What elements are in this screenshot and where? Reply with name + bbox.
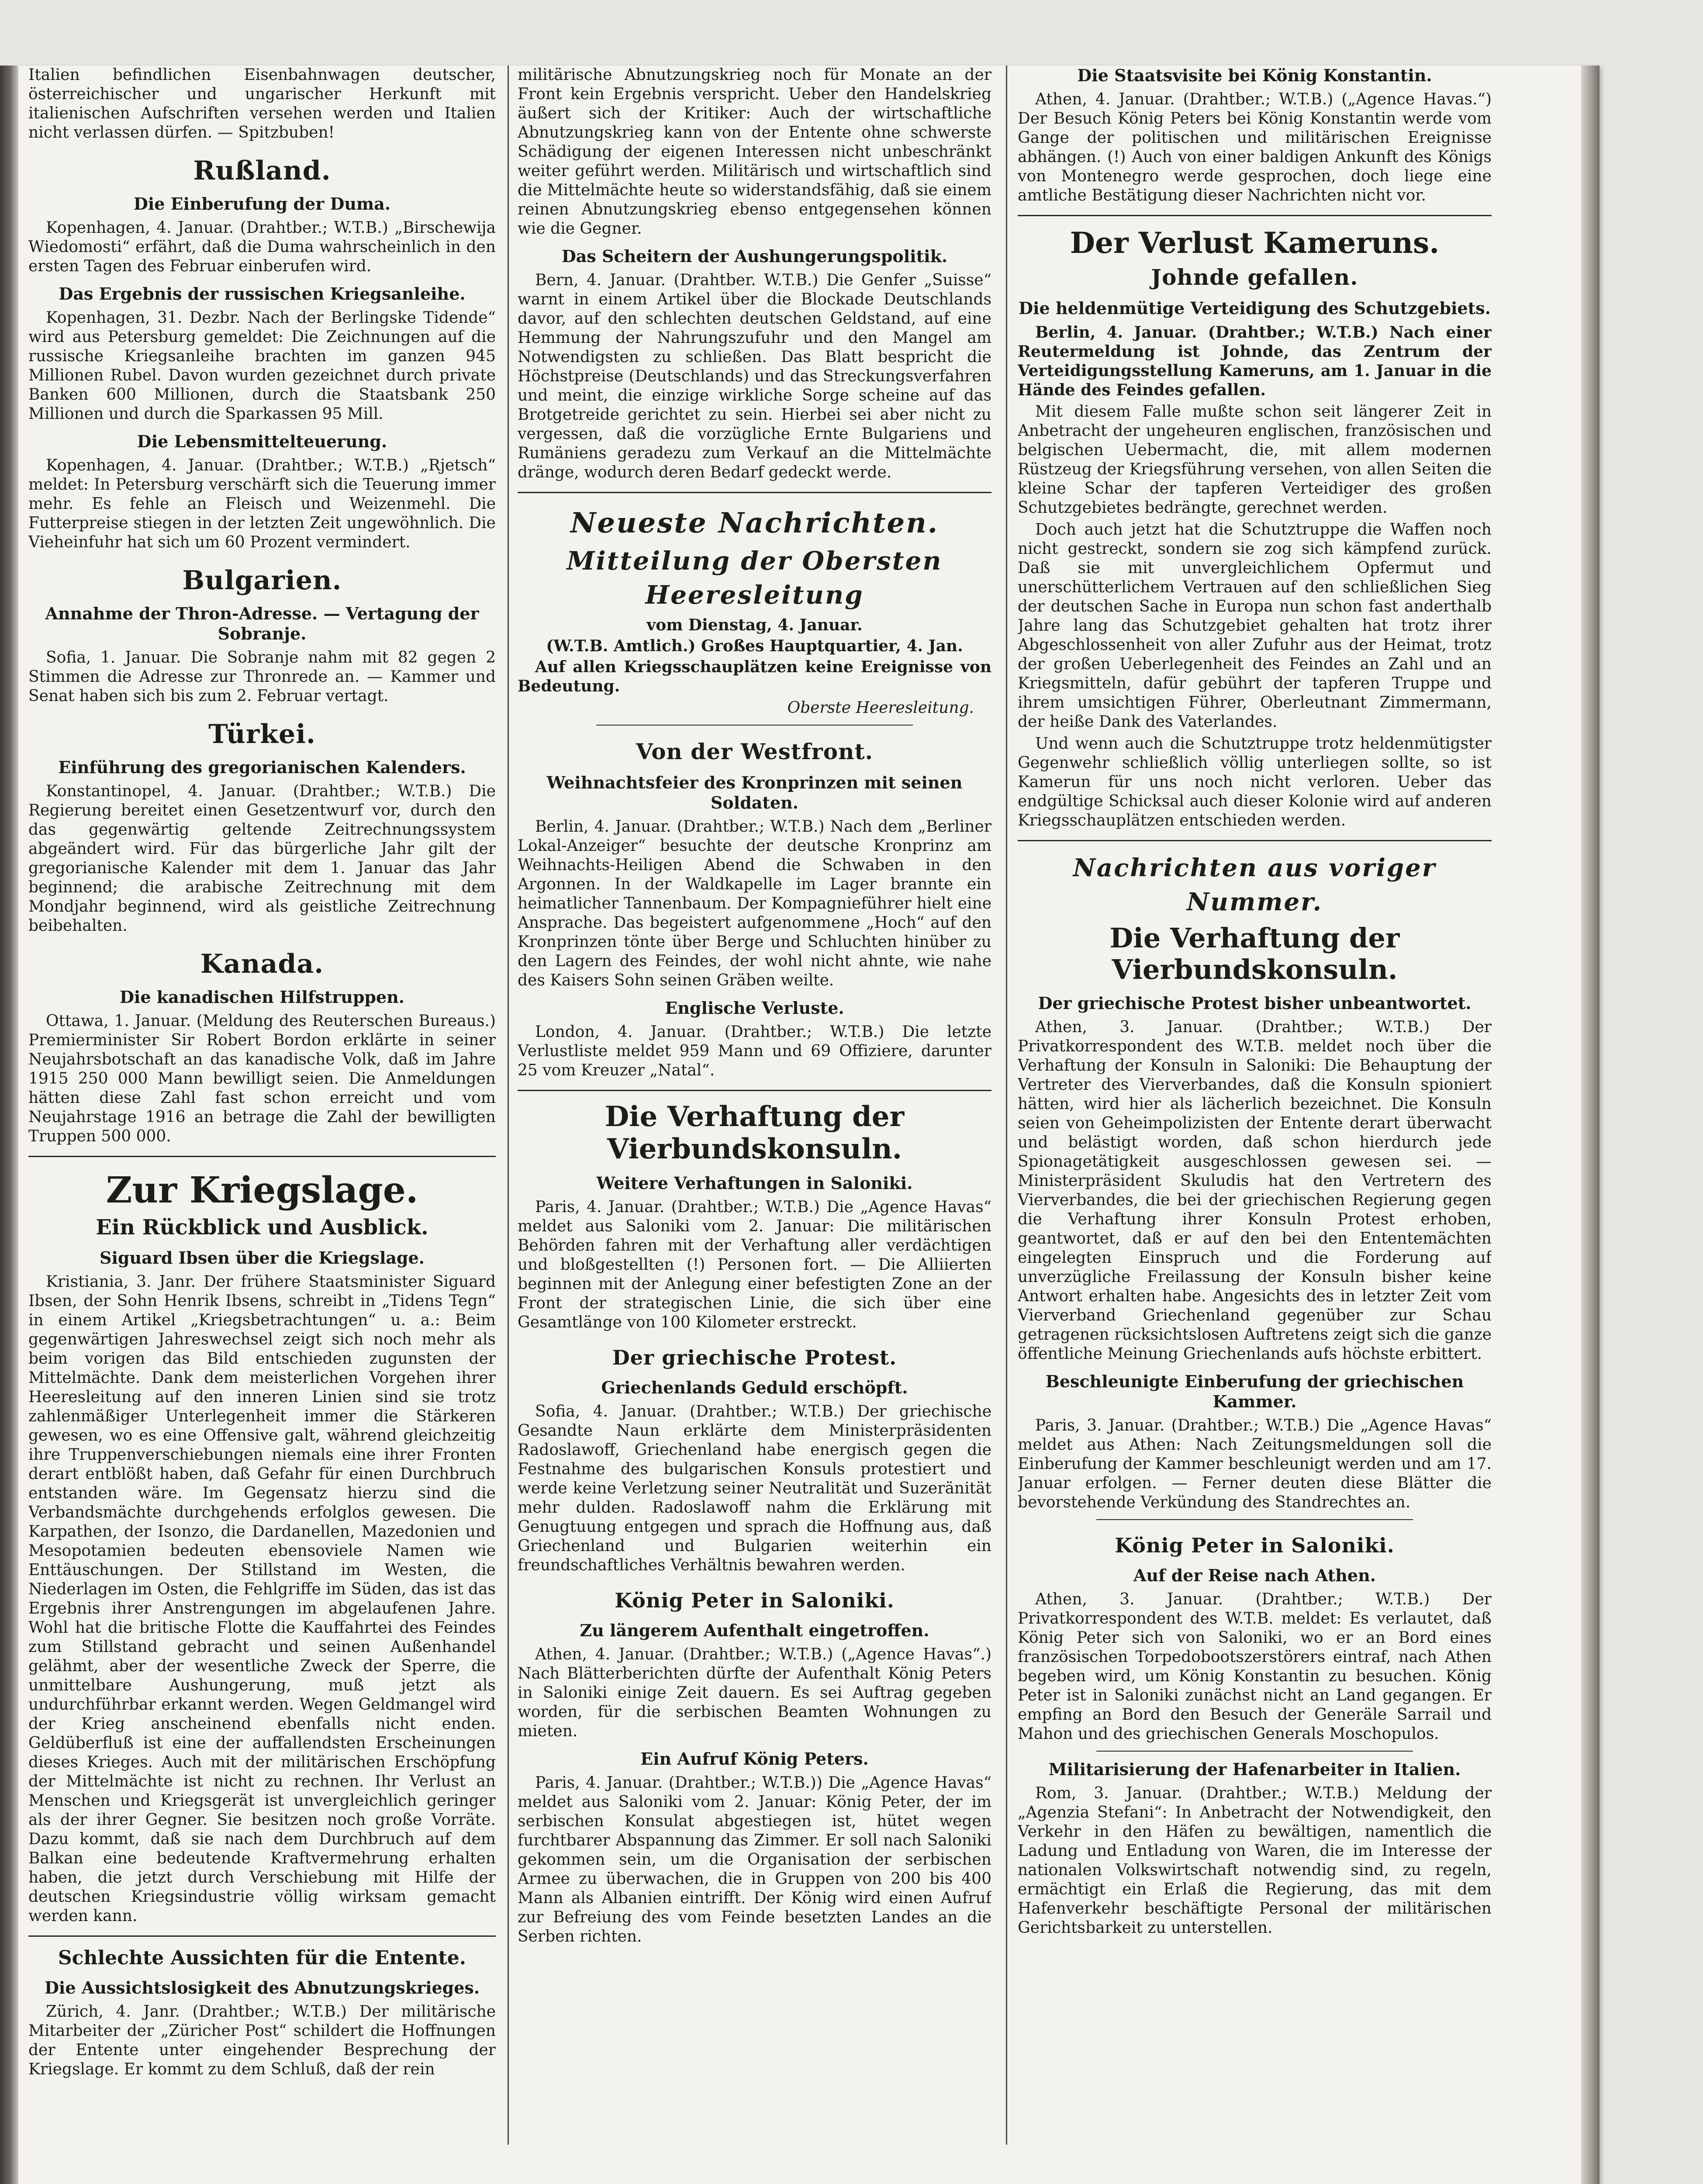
headline-teuerung: Die Lebensmittelteuerung. xyxy=(137,432,387,451)
section-title-protest: Der griechische Protest. xyxy=(612,1346,897,1369)
section-title-kriegslage: Zur Kriegslage. xyxy=(106,1169,418,1211)
article-athen-2: Athen, 4. Januar. (Drahtber.; W.T.B.) („Agence Havas.“) Der Besuch König Peters bei König Konstantin werde vom Gange der politischen und militärischen Ereignisse abhängen. (!) Auch von einer baldigen Ankunft des Königs von Montenegro werde gesprochen, doch liege eine amtliche Bestätigung dieser Nachrichten nicht vor. xyxy=(1018,90,1492,204)
article-bern: Bern, 4. Januar. (Drahtber. W.T.B.) Die Genfer „Suisse“ warnt in einem Artikel über die Blockade Deutschlands davor, auf den schlechten deutschen Geldstand, auf eine Hemmung der Nahrungszufuhr und den Mangel am Notwendigsten zu schließen. Das Blatt bespricht die Höchstpreise (Deutschlands) und das Streckungsverfahren und meint, die einzige wirkliche Sorge scheine auf das Brotgetreide gerichtet zu sein. Hierbei sei aber nicht zu vergessen, daß die vorzügliche Ernte Bulgariens und Rumäniens geradezu zum Verkauf an die Mittelmächte dränge, wodurch deren Bedarf gedeckt werde. xyxy=(518,271,991,481)
section-title-peter: König Peter in Saloniki. xyxy=(615,1589,895,1612)
section-title-peter-2: König Peter in Saloniki. xyxy=(1115,1534,1395,1557)
headline-kriegsanleihe: Das Ergebnis der russischen Kriegsanleihe. xyxy=(59,284,466,304)
article-sofia-2: Sofia, 4. Januar. (Drahtber.; W.T.B.) Der griechische Gesandte Naun erklärte dem Ministerpräsidenten Radoslawoff, Griechenland habe energisch gegen die Festnahme des bulgarischen Konsuls protestiert und werde keine Verletzung seiner Neutralität und Suzeränität mehr dulden. Radoslawoff nahm die Erklärung mit Genugtuung entgegen und sprach die Hoffnung aus, daß Griechenland und Bulgarien weiterhin ein freundschaftliches Verhältnis bewahren werden. xyxy=(518,1403,991,1574)
article-kamerun-3: Doch auch jetzt hat die Schutztruppe die Waffen noch nicht gestreckt, sondern sie zog sich kämpfend zurück. Daß sie mit unvergleichlichem Opfermut und unerschütterlichem Vertrauen auf den schließlichen Sieg der deutschen Sache in Europa nun schon fast anderthalb Jahre lang das Schutzgebiet gehalten hat trotz ihrer Abgeschlossenheit von aller Zufuhr aus der Heimat, trotz der großen Ueberlegenheit des Feindes an Zahl und an Kriegsmitteln, dafür gebührt der tapferen Truppe und ihrem umsichtigen Führer, Oberleutnant Zimmermann, der heiße Dank des Vaterlandes. xyxy=(1018,521,1492,731)
headline-reise: Auf der Reise nach Athen. xyxy=(1133,1565,1376,1585)
article-kamerun-4: Und wenn auch die Schutztruppe trotz heldenmütigster Gegenwehr schließlich völlig unterliegen sollte, so ist Kamerun für uns noch nicht verloren. Ueber das endgültige Schicksal auch dieser Kolonie wird auf anderen Kriegsschauplätzen entschieden werden. xyxy=(1018,735,1492,829)
headline-protest-2: Der griechische Protest bisher unbeantwortet. xyxy=(1038,993,1472,1013)
headline-aufenthalt: Zu längerem Aufenthalt eingetroffen. xyxy=(580,1621,929,1640)
column-rule-2 xyxy=(1006,66,1007,2145)
article-teuerung: Kopenhagen, 4. Januar. (Drahtber.; W.T.B.) „Rjetsch“ meldet: In Petersburg verschärft sich die Teuerung immer mehr. Es fehle an Fleisch und Weizenmehl. Die Futterpreise stiegen in der letzten Zeit ungewöhnlich. Die Vieheinfuhr hat sich um 60 Prozent vermindert. xyxy=(28,456,496,551)
headline-entente: Schlechte Aussichten für die Entente. xyxy=(58,1947,466,1969)
article-duma: Kopenhagen, 4. Januar. (Drahtber.; W.T.B.) „Birschewija Wiedomosti“ erfährt, daß die Duma wahrscheinlich in den ersten Tagen des Februar einberufen wird. xyxy=(28,219,496,275)
headline-verteidigung: Die heldenmütige Verteidigung des Schutzgebiets. xyxy=(1019,298,1491,318)
headline-kammer: Beschleunigte Einberufung der griechischen Kammer. xyxy=(1045,1372,1464,1411)
article-abnutzung-cont: militärische Abnutzungskrieg noch für Monate an der Front kein Ergebnis verspricht. Ueber den Handelskrieg äußert sich der Kritiker: Auch der wirtschaftliche Abnutzungskrieg kann von der Entente ohne schwerste Schädigung der eigenen Interessen nicht unbeschränkt weiter geführt werden. Militärisch und wirtschaftlich sind die Mittelmächte heute so widerstandsfähig, daß sie einem reinen Abnutzungskrieg ebenso entgegensehen können wie die Gegner. xyxy=(518,66,991,238)
article-athen-3: Athen, 3. Januar. (Drahtber.; W.T.B.) Der Privatkorrespondent des W.T.B. meldet noch über die Verhaftung der Konsuln in Saloniki: Die Behauptung der Vertreter des Vierverbandes, daß die Konsuln spioniert hätten, wird hier als lächerlich bezeichnet. Die Konsuln seien von Geheimpolizisten der Entente derart überwacht und belästigt worden, daß schon hierdurch jede Spionagetätigkeit ausgeschlossen gewesen sei. — Ministerpräsident Skuludis hat den Vertretern des Vierverbandes, die bei der griechischen Regierung gegen die Verhaftung ihrer Konsuln Protest erhoben, geantwortet, daß er auf den bei den Ententemächten eingelegten Einspruch und die Forderung auf unverzügliche Freilassung der Konsuln bisher keine Antwort erhalten habe. Angesichts des in letzter Zeit vom Vierverband Griechenland gegenüber zur Schau getragenen rücksichtslosen Auftretens zeigt sich die ganze öffentliche Meinung Griechenlands aufs höchste erbittert. xyxy=(1018,1018,1492,1363)
divider xyxy=(518,1090,991,1091)
article-athen-1: Athen, 4. Januar. (Drahtber.; W.T.B.) („Agence Havas“.) Nach Blätterberichten dürfte der Aufenthalt König Peters in Saloniki einige Zeit dauern. Es sei Auftrag gegeben worden, für die serbischen Beamten Wohnungen zu mieten. xyxy=(518,1645,991,1740)
column-rule-1 xyxy=(508,66,509,2145)
headline-hafen: Militarisierung der Hafenarbeiter in Italien. xyxy=(1048,1759,1461,1779)
headline-geduld: Griechenlands Geduld erschöpft. xyxy=(601,1378,908,1397)
section-title-tuerkei: Türkei. xyxy=(208,719,316,750)
headline-verluste: Englische Verluste. xyxy=(665,998,844,1018)
headline-thronadresse: Annahme der Thron-Adresse. — Vertagung der Sobranje. xyxy=(45,604,479,643)
headline-heeresleitung: Mitteilung der Obersten Heeresleitung xyxy=(567,546,943,610)
headline-weitere-verhaftungen: Weitere Verhaftungen in Saloniki. xyxy=(596,1173,913,1193)
section-title-westfront: Von der Westfront. xyxy=(636,739,874,764)
section-title-voriger-nummer: Nachrichten aus voriger Nummer. xyxy=(1073,854,1437,916)
article-keine-ereignisse: Auf allen Kriegsschauplätzen keine Ereignisse von Bedeutung. xyxy=(518,658,991,695)
headline-verhaftung-2: Die Verhaftung der Vierbundskonsuln. xyxy=(1109,922,1400,985)
article-kamerun-2: Mit diesem Falle mußte schon seit längerer Zeit in Anbetracht der ungeheuren englischen, französischen und belgischen Uebermacht, die, mit allem modernen Rüstzeug der Kriegsführung versehen, von allen Seiten die kleine Schar der tapferen Verteidiger des großen Schutzgebietes bedrängte, gerechnet werden. xyxy=(1018,403,1492,517)
headline-weihnacht: Weihnachtsfeier des Kronprinzen mit seinen Soldaten. xyxy=(546,773,963,812)
article-ottawa: Ottawa, 1. Januar. (Meldung des Reuterschen Bureaus.) Premierminister Sir Robert Bordon erklärte in seiner Neujahrsbotschaft an das kanadische Volk, daß im Jahre 1915 250 000 Mann bewilligt seien. Die Anmeldungen hätten diese Zahl fast schon erreicht und vom Neujahrstage 1916 an betrage die Zahl der bewilligten Truppen 500 000. xyxy=(28,1012,496,1145)
headline-hilfstruppen: Die kanadischen Hilfstruppen. xyxy=(119,987,405,1007)
article-zuerich: Zürich, 4. Janr. (Drahtber.; W.T.B.) Der militärische Mitarbeiter der „Züricher Post“ schildert die Hoffnungen der Entente unter eingehender Besprechung der Kriegslage. Er kommt zu dem Schluß, daß der rein xyxy=(28,2003,496,2078)
page-right-edge xyxy=(1581,66,1599,2184)
article-berlin-2: Berlin, 4. Januar. (Drahtber.; W.T.B.) Nach einer Reutermeldung ist Johnde, das Zentrum der Verteidigungsstellung Kameruns, am 1. Januar in die Hände des Feindes gefallen. xyxy=(1018,323,1492,399)
headline-kalender: Einführung des gregorianischen Kalenders. xyxy=(58,757,466,777)
headline-jaunde: Johnde gefallen. xyxy=(1151,264,1358,290)
headline-rueckblick: Ein Rückblick und Ausblick. xyxy=(96,1215,428,1240)
article-berlin: Berlin, 4. Januar. (Drahtber.; W.T.B.) Nach dem „Berliner Lokal-Anzeiger“ besuchte der deutsche Kronprinz am Weihnachts-Heiligen Abend die Schwaben in den Argonnen. In der Waldkapelle im Lager brannte ein heimatlicher Tannenbaum. Der Kompagnieführer hielt eine Ansprache. Das begeistert aufgenommene „Hoch“ auf den Kronprinzen tönte über Berge und Schluchten hinüber zu den Lagern des Feindes, der wohl nicht ahnte, wie nahe des Kaisers Sohn seinen Gräben weilte. xyxy=(518,818,991,989)
article-kriegsanleihe: Kopenhagen, 31. Dezbr. Nach der Berlingske Tidende“ wird aus Petersburg gemeldet: Die Zeichnungen auf die russische Kriegsanleihe brachten im ganzen 945 Millionen Rubel. Davon wurden gezeichnet durch private Banken 600 Millionen, durch die Staatsbank 250 Millionen und durch die Sparkassen 95 Mill. xyxy=(28,309,496,423)
headline-staatsvisite: Die Staatsvisite bei König Konstantin. xyxy=(1077,66,1432,85)
column-3 xyxy=(1018,66,1492,2145)
headline-abnutzung: Die Aussichtslosigkeit des Abnutzungskrieges. xyxy=(44,1978,480,1997)
article-athen-4: Athen, 3. Januar. (Drahtber.; W.T.B.) Der Privatkorrespondent des W.T.B. meldet: Es verlautet, daß König Peter sich von Saloniki, wo er an Bord eines französischen Torpedobootszerstörers eintraf, nach Athen begeben wird, um König Konstantin zu besuchen. König Peter ist in Saloniki zunächst nicht an Land gegangen. Er empfing an Bord den Besuch der Generäle Sarrail und Mahon und des griechischen Generals Moschopulos. xyxy=(1018,1590,1492,1743)
article-italien-cont: Italien befindlichen Eisenbahnwagen deutscher, österreichischer und ungarischer Herkunft mit italienischen Aufschriften versehen werden und Italien nicht verlassen dürfen. — Spitzbuben! xyxy=(28,66,496,142)
heeresleitung-date: vom Dienstag, 4. Januar. xyxy=(646,616,863,634)
article-paris-1: Paris, 4. Januar. (Drahtber.; W.T.B.) Die „Agence Havas“ meldet aus Saloniki vom 2. Januar: Die militärischen Behörden fahren mit der Verhaftung aller verdächtigen und bloßgestellten (!) Personen fort. — Die Alliierten beginnen mit der Anlegung einer befestigten Zone an der Front der strategischen Linie, die sich über eine Gesamtlänge von 100 Kilometer erstreckt. xyxy=(518,1198,991,1331)
divider xyxy=(28,1156,496,1157)
section-title-bulgarien: Bulgarien. xyxy=(182,565,342,596)
article-konstantinopel: Konstantinopel, 4. Januar. (Drahtber.; W.T.B.) Die Regierung bereitet einen Gesetzentwurf vor, durch den das gegenwärtig geltende Zeitrechnungssystem abgeändert wird. Für das bürgerliche Jahr gilt der gregorianische Kalender mit dem 1. Januar das Jahr beginnend; die arabische Zeitrechnung mit dem Mondjahr beginnend, wird als geistliche Zeitrechnung beibehalten. xyxy=(28,782,496,935)
section-title-kanada: Kanada. xyxy=(200,949,324,979)
divider xyxy=(518,492,991,493)
article-paris-2: Paris, 4. Januar. (Drahtber.; W.T.B.)) Die „Agence Havas“ meldet aus Saloniki vom 2. Januar: König Peter, der im serbischen Konsulat abgestiegen ist, hütet wegen furchtbarer Abspannung das Zimmer. Er soll nach Saloniki gekommen sein, um die Organisation der serbischen Armee zu überwachen, die in Gruppen von 200 bis 400 Mann als Albanien eintrifft. Der König wird einen Aufruf zur Befreiung des vom Feinde besetzten Landes an die Serben richten. xyxy=(518,1774,991,1946)
signature-oberste-heeresleitung: Oberste Heeresleitung. xyxy=(787,699,974,717)
divider xyxy=(1018,840,1492,841)
headline-duma: Die Einberufung der Duma. xyxy=(133,194,391,214)
divider-short xyxy=(1096,1519,1413,1520)
section-title-kamerun: Der Verlust Kameruns. xyxy=(1070,226,1440,260)
headline-aufruf: Ein Aufruf König Peters. xyxy=(640,1749,869,1769)
headline-aushungerung: Das Scheitern der Aushungerungspolitik. xyxy=(561,246,948,266)
section-title-neueste-nachrichten: Neueste Nachrichten. xyxy=(570,507,939,539)
section-title-verhaftung: Die Verhaftung der Vierbundskonsuln. xyxy=(605,1100,905,1165)
divider-short xyxy=(596,725,913,726)
article-sofia: Sofia, 1. Januar. Die Sobranje nahm mit 82 gegen 2 Stimmen die Adresse zur Thronrede an. — Kammer und Senat haben sich bis zum 2. Februar vertagt. xyxy=(28,649,496,705)
column-1 xyxy=(28,66,496,2145)
divider-short xyxy=(1096,1751,1413,1752)
divider xyxy=(1018,215,1492,216)
wtb-amtlich: (W.T.B. Amtlich.) Großes Hauptquartier, 4. Jan. xyxy=(546,637,963,655)
article-paris-3: Paris, 3. Januar. (Drahtber.; W.T.B.) Die „Agence Havas“ meldet aus Athen: Nach Zeitungsmeldungen soll die Einberufung der Kammer beschleunigt werden und am 17. Januar erfolgen. — Ferner deuten diese Blätter die bevorstehende Verkündung des Standrechtes an. xyxy=(1018,1417,1492,1511)
article-kristiania: Kristiania, 3. Janr. Der frühere Staatsminister Siguard Ibsen, der Sohn Henrik Ibsens, schreibt in „Tidens Tegn“ in einem Artikel „Kriegsbetrachtungen“ u. a.: Beim gegenwärtigen Jahreswechsel zeigt sich noch mehr als beim vorigen das Bild entschieden zugunsten der Mittelmächte. Dank dem meisterlichen Vorgehen ihrer Heeresleitung auf den inneren Linien sind sie trotz zahlenmäßiger Unterlegenheit immer die Stärkeren gewesen, wo es eine Offensive galt, während gleichzeitig ihre Truppenverschiebungen niemals eine ihrer Fronten derart entblößt haben, daß Gefahr für einen Durchbruch entstanden wäre. Im Gegensatz hierzu sind die Verbandsmächte durchgehends erfolglos gewesen. Die Karpathen, der Isonzo, die Dardanellen, Mazedonien und Mesopotamien bedeuten ebensoviele Namen wie Enttäuschungen. Der Stillstand im Westen, die Niederlagen im Osten, die Fehlgriffe im Süden, das ist das Ergebnis ihrer Anstrengungen im abgelaufenen Jahre. Wohl hat die britische Flotte die Kauffahrtei des Feindes zum Stillstand gebracht und seinen Außenhandel gelähmt, aber der wesentliche Zweck der Sperre, die unmittelbare Aushungerung, muß jetzt als undurchführbar erkannt werden. Wegen Geldmangel wird der Krieg anscheinend ebenfalls nicht enden. Geldüberfluß ist eine der auffallendsten Erscheinungen dieses Krieges. Auch mit der militärischen Erschöpfung der Mittelmächte ist nicht zu rechnen. Ihr Verlust an Menschen und Kriegsgerät ist unvergleichlich geringer als der ihrer Gegner. Sie besitzen noch große Vorräte. Dazu kommt, daß sie nach dem Durchbruch auf dem Balkan eine bedeutende Kraftvermehrung erhalten haben, die jetzt durch Verschiebung mit Hilfe der deutschen Kriegsindustrie völlig wirksam gemacht werden kann. xyxy=(28,1273,496,1925)
article-london: London, 4. Januar. (Drahtber.; W.T.B.) Die letzte Verlustliste meldet 959 Mann und 69 Offiziere, darunter 25 vom Kreuzer „Natal“. xyxy=(518,1023,991,1079)
section-title-russland: Rußland. xyxy=(193,156,331,186)
article-rom: Rom, 3. Januar. (Drahtber.; W.T.B.) Meldung der „Agenzia Stefani“: In Anbetracht der Notwendigkeit, den Verkehr in den Häfen zu bewältigen, namentlich die Ladung und Entladung von Waren, die im Interesse der nationalen Volkswirtschaft notwendig sind, zu regeln, ermächtigt ein Erlaß die Regierung, das mit dem Hafenverkehr beschäftigte Personal der militärischen Gerichtsbarkeit zu unterstellen. xyxy=(1018,1784,1492,1937)
divider xyxy=(28,1935,496,1937)
column-2 xyxy=(518,66,991,2145)
book-binding-edge xyxy=(0,66,18,2184)
headline-ibsen: Siguard Ibsen über die Kriegslage. xyxy=(100,1248,425,1268)
